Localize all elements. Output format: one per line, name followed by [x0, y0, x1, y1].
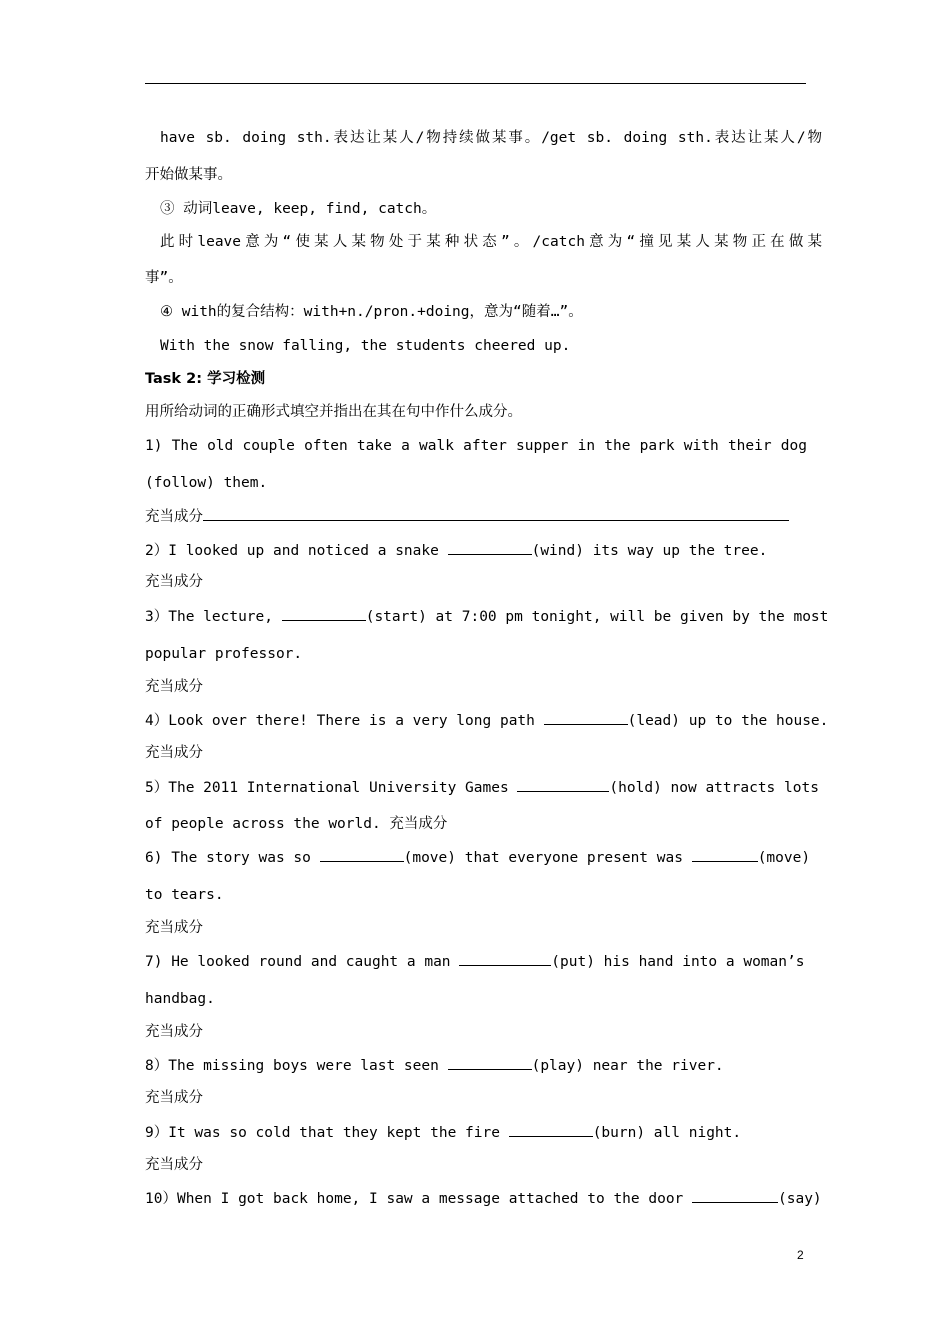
- answer-blank[interactable]: [692, 847, 758, 862]
- page-number: 2: [797, 1248, 804, 1262]
- question-text: (say): [778, 1191, 822, 1207]
- text-line: 开始做某事。: [145, 167, 232, 183]
- question-text: 6) The story was so: [145, 850, 320, 866]
- question-5-cont: of people across the world. 充当成分: [145, 816, 448, 832]
- question-text: 9）It was so cold that they kept the fire: [145, 1125, 509, 1141]
- text-line: ③ 动词leave, keep, find, catch。: [160, 201, 437, 217]
- question-text: (wind) its way up the tree.: [531, 543, 768, 559]
- question-1: 1) The old couple often take a walk after supper in the park with their dog: [145, 438, 807, 454]
- question-text: (move) that everyone present was: [403, 850, 692, 866]
- answer-blank[interactable]: [544, 710, 628, 725]
- answer-blank[interactable]: [203, 506, 789, 521]
- question-text: 4）Look over there! There is a very long path: [145, 713, 544, 729]
- role-label: 充当成分: [145, 745, 203, 761]
- question-10: [145, 1188, 822, 1209]
- question-7: [145, 951, 807, 972]
- answer-blank[interactable]: [509, 1122, 593, 1137]
- role-label: 充当成分: [145, 509, 203, 525]
- answer-blank[interactable]: [692, 1188, 778, 1203]
- question-2: [145, 540, 807, 561]
- header-rule: [145, 83, 806, 84]
- answer-blank[interactable]: [320, 847, 404, 862]
- answer-blank[interactable]: [448, 540, 532, 555]
- question-text: (start) at 7:00 pm tonight, will be given by the most: [365, 609, 829, 625]
- question-8: [145, 1055, 807, 1076]
- role-label: 充当成分: [145, 574, 203, 590]
- question-text: (burn) all night.: [592, 1125, 742, 1141]
- answer-blank[interactable]: [282, 606, 366, 621]
- answer-role-line: [145, 506, 807, 527]
- role-label: 充当成分: [145, 679, 203, 695]
- question-3: [145, 606, 829, 627]
- question-text: (move): [757, 850, 811, 866]
- question-6-cont: to tears.: [145, 887, 224, 903]
- question-text: 10）When I got back home, I saw a message attached to the door: [145, 1191, 693, 1207]
- example-sentence: With the snow falling, the students cheered up.: [160, 338, 571, 354]
- role-label: 充当成分: [145, 920, 203, 936]
- text-line: 事”。: [145, 270, 183, 286]
- question-4: [145, 710, 829, 731]
- text-line: 此时leave意为“使某人某物处于某种状态”。/catch意为“撞见某人某物正在做某: [160, 234, 822, 250]
- question-text: 5）The 2011 International University Games: [145, 780, 518, 796]
- role-label: 充当成分: [145, 1024, 203, 1040]
- role-label: 充当成分: [145, 1157, 203, 1173]
- question-text: (put) his hand into a woman’s: [551, 954, 805, 970]
- answer-blank[interactable]: [459, 951, 551, 966]
- question-3-cont: popular professor.: [145, 646, 303, 662]
- role-label: 充当成分: [145, 1090, 203, 1106]
- question-text: 3）The lecture,: [145, 609, 282, 625]
- section-title: Task 2: 学习检测: [145, 371, 266, 387]
- question-text: 2）I looked up and noticed a snake: [145, 543, 448, 559]
- text-line: ④ with的复合结构：with+n./pron.+doing，意为“随着…”。: [160, 304, 583, 320]
- answer-blank[interactable]: [517, 777, 609, 792]
- answer-blank[interactable]: [448, 1055, 532, 1070]
- question-9: [145, 1122, 807, 1143]
- instruction: 用所给动词的正确形式填空并指出在其在句中作什么成分。: [145, 404, 522, 420]
- text-line: have sb. doing sth.表达让某人/物持续做某事。/get sb. doing sth.表达让某人/物: [160, 130, 822, 146]
- question-text: 7) He looked round and caught a man: [145, 954, 460, 970]
- question-1-cont: (follow) them.: [145, 475, 268, 491]
- question-5: [145, 777, 819, 798]
- question-text: 8）The missing boys were last seen: [145, 1058, 448, 1074]
- question-6: [145, 847, 811, 868]
- question-text: (play) near the river.: [531, 1058, 724, 1074]
- question-text: (lead) up to the house.: [627, 713, 829, 729]
- question-7-cont: handbag.: [145, 991, 215, 1007]
- question-text: (hold) now attracts lots: [609, 780, 819, 796]
